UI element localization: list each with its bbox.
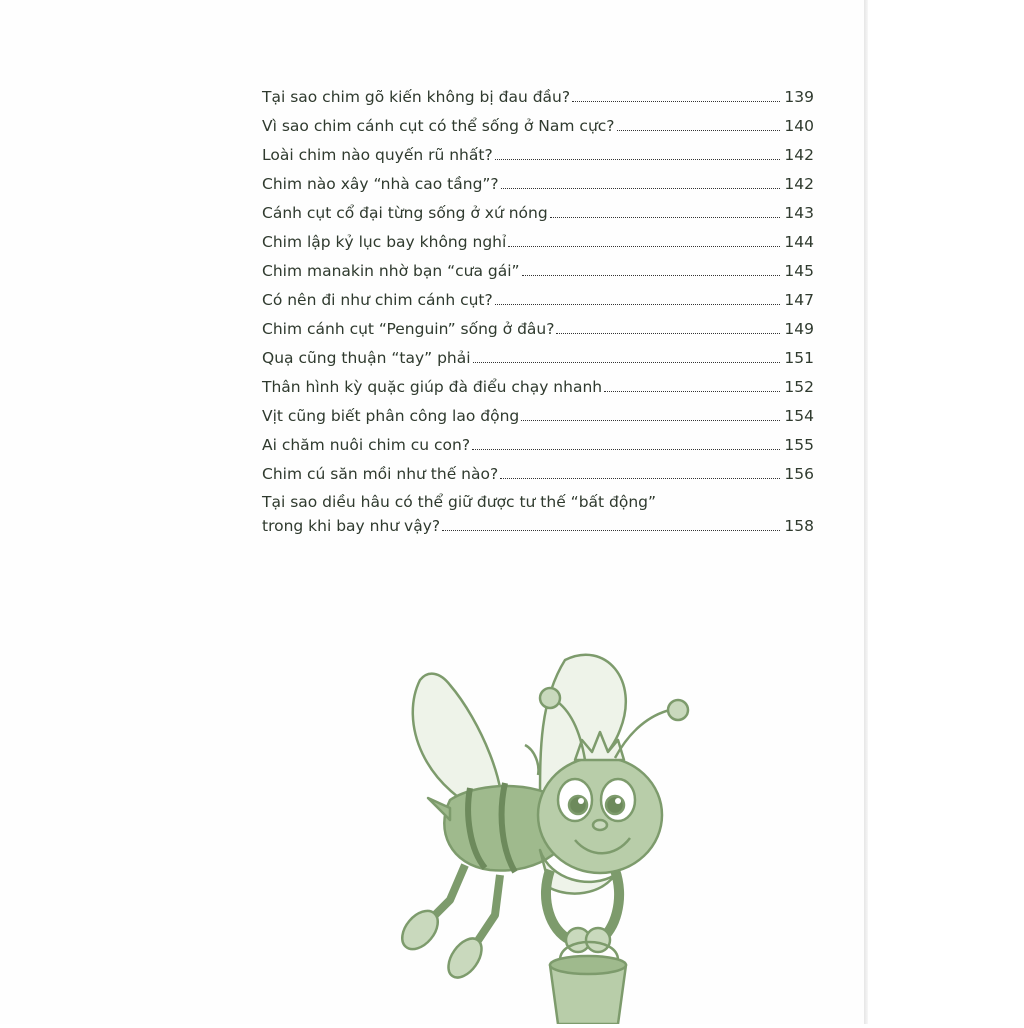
leader-dots xyxy=(473,362,781,363)
leader-dots xyxy=(617,130,781,131)
page-edge xyxy=(864,0,868,1024)
toc-entry-title: Chim lập kỷ lục bay không nghỉ xyxy=(262,233,507,251)
toc-entry-page: 142 xyxy=(784,175,814,193)
leader-dots xyxy=(442,530,780,531)
toc-entry-title: Có nên đi như chim cánh cụt? xyxy=(262,291,493,309)
leader-dots xyxy=(604,391,780,392)
toc-entry-page: 143 xyxy=(784,204,814,222)
toc-entry xyxy=(262,312,814,341)
leader-dots xyxy=(508,246,780,247)
toc-entry xyxy=(262,370,814,399)
toc-entry xyxy=(262,109,814,138)
leader-dots xyxy=(550,217,781,218)
toc-entry xyxy=(262,428,814,457)
leader-dots xyxy=(522,275,781,276)
toc-entry xyxy=(262,399,814,428)
toc-entry xyxy=(262,254,814,283)
toc-entry-title: Quạ cũng thuận “tay” phải xyxy=(262,349,471,367)
toc-entry xyxy=(262,283,814,312)
bee-queen-with-bucket-icon xyxy=(390,640,710,1024)
toc-entry-title: Vì sao chim cánh cụt có thể sống ở Nam cực? xyxy=(262,117,615,135)
toc-entry-title-line2: trong khi bay như vậy? xyxy=(262,517,441,535)
leader-dots xyxy=(495,159,781,160)
toc-entry-page: 149 xyxy=(784,320,814,338)
toc-entry-page: 152 xyxy=(784,378,814,396)
toc-entry-title: Loài chim nào quyến rũ nhất? xyxy=(262,146,493,164)
table-of-contents xyxy=(262,80,814,538)
toc-entry-page: 140 xyxy=(784,117,814,135)
toc-entry xyxy=(262,341,814,370)
toc-entry-multiline xyxy=(262,486,814,538)
toc-entry xyxy=(262,167,814,196)
toc-entry-title: Thân hình kỳ quặc giúp đà điểu chạy nhanh xyxy=(262,378,603,396)
toc-entry-title: Chim manakin nhờ bạn “cưa gái” xyxy=(262,262,520,280)
leader-dots xyxy=(521,420,780,421)
toc-entry-title: Chim cú săn mồi như thế nào? xyxy=(262,465,499,483)
leader-dots xyxy=(500,478,780,479)
leader-dots xyxy=(556,333,780,334)
toc-entry xyxy=(262,80,814,109)
toc-entry xyxy=(262,138,814,167)
toc-entry-page: 158 xyxy=(784,517,814,535)
leader-dots xyxy=(572,101,780,102)
toc-entry-page: 156 xyxy=(784,465,814,483)
toc-entry-page: 145 xyxy=(784,262,814,280)
toc-entry-page: 144 xyxy=(784,233,814,251)
toc-entry-page: 154 xyxy=(784,407,814,425)
toc-entry-page: 142 xyxy=(784,146,814,164)
toc-entry-page: 139 xyxy=(784,88,814,106)
toc-entry-title: Tại sao chim gõ kiến không bị đau đầu? xyxy=(262,88,571,106)
leader-dots xyxy=(472,449,780,450)
leader-dots xyxy=(495,304,781,305)
toc-entry-page: 155 xyxy=(784,436,814,454)
toc-entry-title: Chim nào xây “nhà cao tầng”? xyxy=(262,175,499,193)
toc-entry-title: Chim cánh cụt “Penguin” sống ở đâu? xyxy=(262,320,555,338)
toc-entry-title: Vịt cũng biết phân công lao động xyxy=(262,407,520,425)
toc-entry xyxy=(262,196,814,225)
toc-entry-page: 151 xyxy=(784,349,814,367)
toc-entry-title: Cánh cụt cổ đại từng sống ở xứ nóng xyxy=(262,204,548,222)
toc-entry-title: Ai chăm nuôi chim cu con? xyxy=(262,436,471,454)
leader-dots xyxy=(501,188,781,189)
toc-entry-page: 147 xyxy=(784,291,814,309)
toc-entry xyxy=(262,457,814,486)
toc-entry xyxy=(262,225,814,254)
toc-entry-title-line1: Tại sao diều hâu có thể giữ được tư thế “bất động” xyxy=(262,493,657,511)
